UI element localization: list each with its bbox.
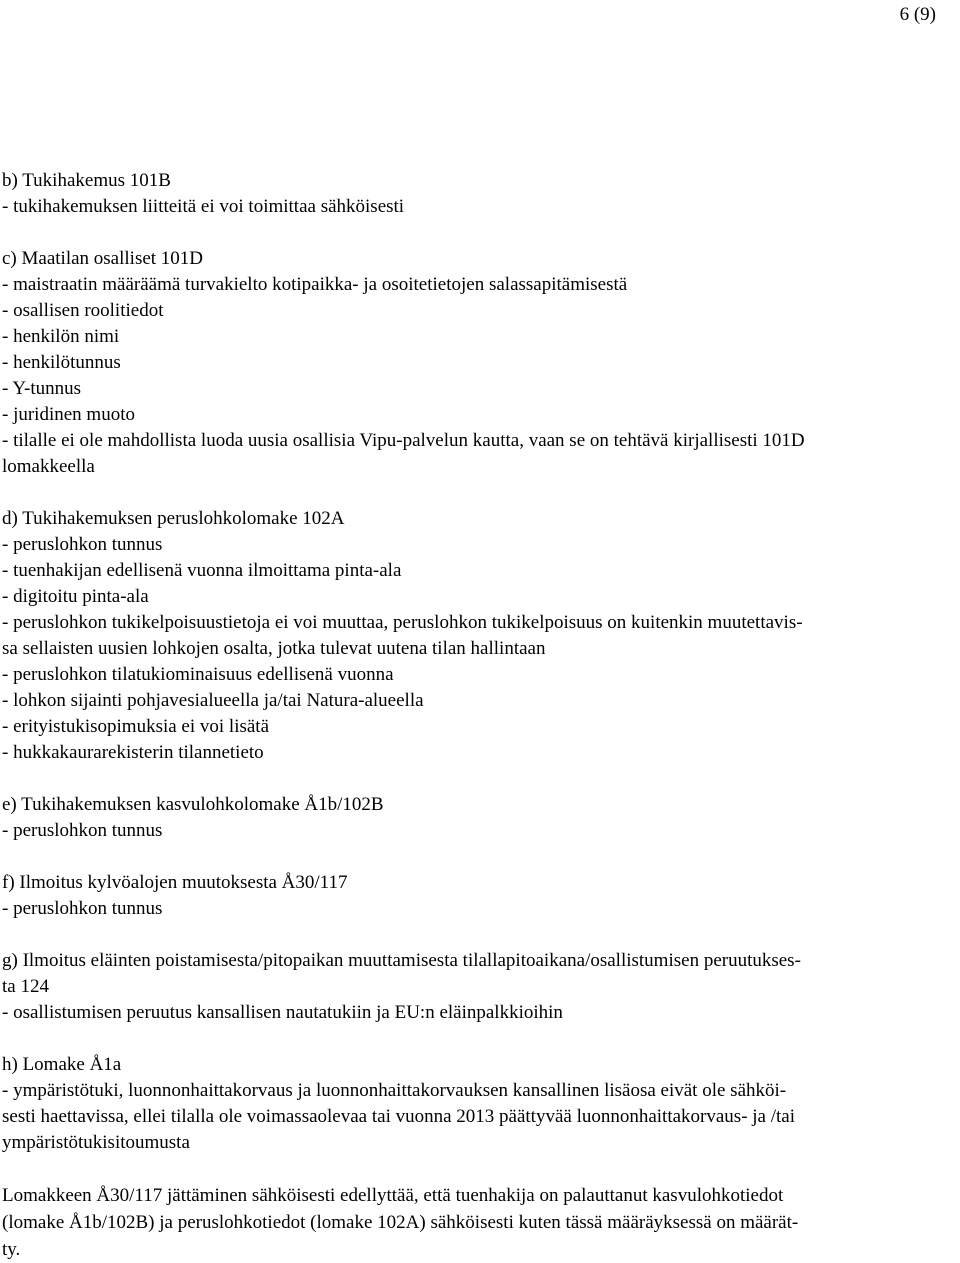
list-item: - maistraatin määräämä turvakielto kotipaikka- ja osoitetietojen salassapitämisestä [2,274,628,295]
list-item: - juridinen muoto [2,404,135,425]
document-body [2,168,958,1263]
list-item: - henkilötunnus [2,352,121,373]
section-g [2,948,958,1026]
section-b [2,168,958,220]
list-item: - peruslohkon tilatukiominaisuus edellisenä vuonna [2,664,394,685]
list-item: - lohkon sijainti pohjavesialueella ja/tai Natura-alueella [2,690,424,711]
section-heading: b) Tukihakemus 101B [2,170,171,191]
list-item: - tukihakemuksen liitteitä ei voi toimittaa sähköisesti [2,196,405,217]
list-item: - hukkakaurarekisterin tilannetieto [2,742,264,763]
section-c [2,246,958,480]
paragraph-line: ty. [2,1239,21,1260]
list-item: - osallistumisen peruutus kansallisen nautatukiin ja EU:n eläinpalkkioihin [2,1002,563,1023]
page-number: 6 (9) [899,4,936,25]
paragraph-line: (lomake Å1b/102B) ja peruslohkotiedot (lomake 102A) sähköisesti kuten tässä määräyksessä on määrät- [2,1212,799,1233]
list-item-continuation: lomakkeella [2,456,95,477]
list-item: - ympäristötuki, luonnonhaittakorvaus ja luonnonhaittakorvauksen kansallinen lisäosa eivät ole sähköi- [2,1080,787,1101]
list-item: - Y-tunnus [2,378,81,399]
section-heading: e) Tukihakemuksen kasvulohkolomake Å1b/102B [2,794,384,815]
section-heading: c) Maatilan osalliset 101D [2,248,204,269]
list-item: - tuenhakijan edellisenä vuonna ilmoittama pinta-ala [2,560,402,581]
section-heading: f) Ilmoitus kylvöalojen muutoksesta Å30/117 [2,872,348,893]
list-item: - peruslohkon tukikelpoisuustietoja ei voi muuttaa, peruslohkon tukikelpoisuus on kuitenkin muutettavis- [2,612,803,633]
list-item-continuation: sa sellaisten uusien lohkojen osalta, jotka tulevat uutena tilan hallintaan [2,638,546,659]
list-item-continuation: sesti haettavissa, ellei tilalla ole voimassaolevaa tai vuonna 2013 päättyvää luonnonhaittakorvaus- ja /tai [2,1106,796,1127]
list-item: - erityistukisopimuksia ei voi lisätä [2,716,270,737]
final-paragraph [2,1182,958,1263]
list-item: - henkilön nimi [2,326,120,347]
list-item: - peruslohkon tunnus [2,898,163,919]
section-h [2,1052,958,1156]
section-heading-continuation: ta 124 [2,976,49,997]
list-item: - osallisen roolitiedot [2,300,164,321]
section-f [2,870,958,922]
section-heading: g) Ilmoitus eläinten poistamisesta/pitopaikan muuttamisesta tilallapitoaikana/osallistumisen peruutukses- [2,950,801,971]
list-item-continuation: ympäristötukisitoumusta [2,1132,190,1153]
section-d [2,506,958,766]
list-item: - peruslohkon tunnus [2,820,163,841]
section-heading: d) Tukihakemuksen peruslohkolomake 102A [2,508,345,529]
section-e [2,792,958,844]
paragraph-line: Lomakkeen Å30/117 jättäminen sähköisesti edellyttää, että tuenhakija on palauttanut kasvulohkotiedot [2,1185,784,1206]
list-item: - peruslohkon tunnus [2,534,163,555]
list-item: - digitoitu pinta-ala [2,586,149,607]
section-heading: h) Lomake Å1a [2,1054,122,1075]
list-item: - tilalle ei ole mahdollista luoda uusia osallisia Vipu-palvelun kautta, vaan se on tehtävä kirjallisesti 101D [2,430,805,451]
